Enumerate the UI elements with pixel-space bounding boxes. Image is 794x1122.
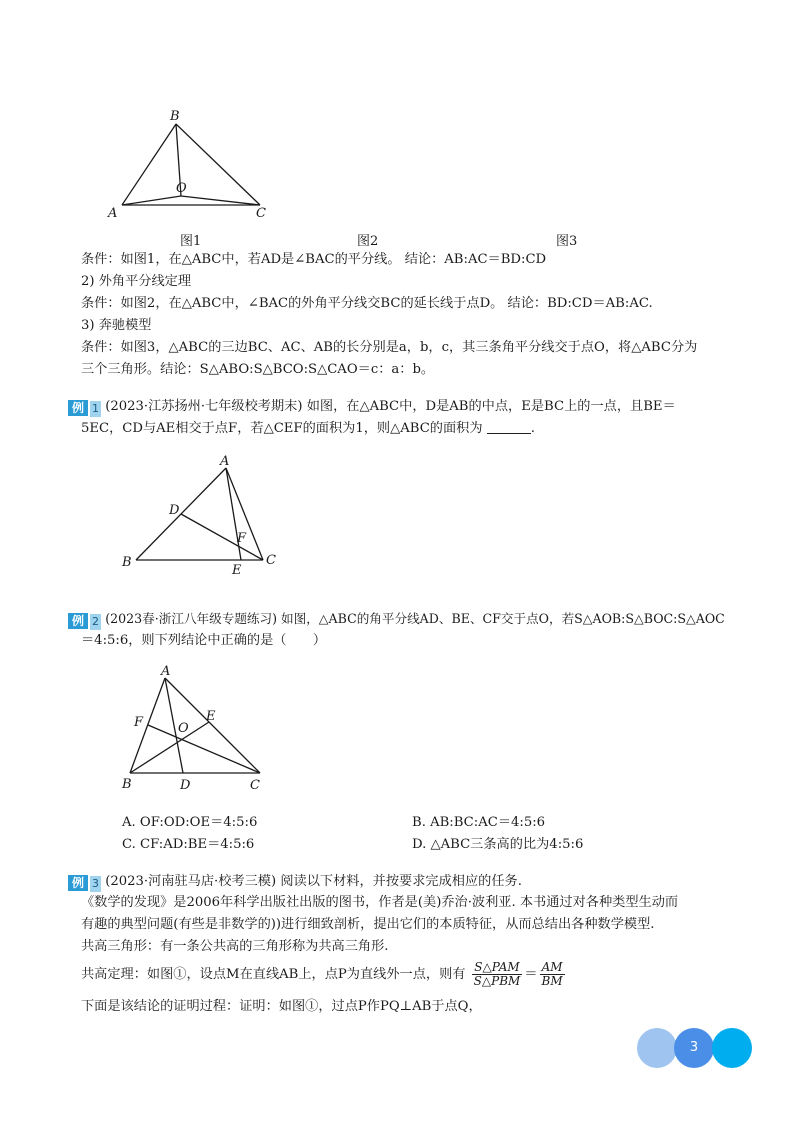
example3-line1 <box>68 873 522 892</box>
label-B: B <box>122 555 132 570</box>
label-A: A <box>220 454 230 469</box>
example1-text1: (2023·江苏扬州·七年级校考期末) 如图，在△ABC中，D是AB的中点，E是BC上的一点，且BE＝ <box>105 399 676 414</box>
text-line-1: 条件：如图1，在△ABC中，若AD是∠BAC的平分线。 结论：AB:AC＝BD:CD <box>81 252 547 267</box>
page-number-badge <box>637 1028 753 1068</box>
text-line-5: 条件：如图3，△ABC的三边BC、AC、AB的长分别是a，b，c，其三条角平分线交于点O，将△ABC分为 <box>81 340 698 355</box>
example2-line1 <box>68 610 725 630</box>
caption-fig1: 图1 <box>180 234 202 249</box>
badge-circle-light <box>637 1028 677 1068</box>
text-line-4: 3) 奔驰模型 <box>81 318 152 333</box>
text-line-3: 条件：如图2，在△ABC中，∠BAC的外角平分线交BC的延长线于点D。 结论：BD:CD＝AB:AC. <box>81 296 653 311</box>
label-D: D <box>169 503 180 518</box>
text-line-6: 三个三角形。结论：S△ABO:S△BCO:S△CAO＝c：a：b。 <box>81 362 435 377</box>
label-D: D <box>180 778 191 793</box>
example3-text1: (2023·河南驻马店·校考三模) 阅读以下材料，并按要求完成相应的任务. <box>105 874 522 889</box>
label-E: E <box>232 563 242 578</box>
option-A[interactable]: A. OF:OD:OE＝4:5:6 <box>122 815 258 830</box>
label-C: C <box>256 206 266 221</box>
example3-line5: 共高定理：如图①，设点M在直线AB上，点P为直线外一点，则有 $\frac{\text{S△PAM}}{\text{S△PBM}}$ ＝ $\frac{AM}{BM}$ <box>81 960 563 988</box>
text-line-2: 2) 外角平分线定理 <box>81 274 192 289</box>
label-B: B <box>170 109 180 124</box>
caption-fig3: 图3 <box>556 234 578 249</box>
label-B: B <box>122 777 132 792</box>
example3-line2: 《数学的发现》是2006年科学出版社出版的图书，作者是(美)乔治·波利亚. 本书通过对各种类型生动而 <box>81 895 679 910</box>
example1-text2: 5EC，CD与AE相交于点F，若△CEF的面积为1，则△ABC的面积为 <box>81 421 483 436</box>
example2-line2: ＝4:5:6，则下列结论中正确的是（ ） <box>81 633 327 648</box>
label-E: E <box>206 709 216 724</box>
label-O: O <box>176 181 187 196</box>
label-C: C <box>250 778 260 793</box>
example-tag: 例 <box>68 400 88 416</box>
answer-blank[interactable] <box>487 421 531 434</box>
example3-line3: 有趣的典型问题(有些是非数学的))进行细致剖析，提出它们的本质特征，从而总结出各种数学模型. <box>81 917 655 932</box>
fraction-area: $\frac{\text{S△PAM}}{\text{S△PBM}}$ <box>473 960 521 988</box>
figure-example1 <box>115 450 295 580</box>
page-number: 3 <box>689 1040 699 1055</box>
example-number: 3 <box>92 877 99 890</box>
figure-angle-bisector <box>100 100 300 225</box>
label-F: F <box>237 531 247 546</box>
figure-example2 <box>115 662 275 794</box>
example1-line2: 5EC，CD与AE相交于点F，若△CEF的面积为1，则△ABC的面积为 . <box>81 421 535 436</box>
example2-text1: (2023春·浙江八年级专题练习) 如图，△ABC的角平分线AD、BE、CF交于点O，若S△AOB:S△BOC:S△AOC <box>105 611 725 626</box>
option-D[interactable]: D. △ABC三条高的比为4:5:6 <box>412 837 584 852</box>
label-O: O <box>178 721 189 736</box>
option-B[interactable]: B. AB:BC:AC＝4:5:6 <box>412 815 546 830</box>
fraction-length: $\frac{AM}{BM}$ <box>541 960 563 988</box>
example-number: 2 <box>92 615 99 628</box>
label-C: C <box>266 553 276 568</box>
badge-circle-cyan <box>712 1028 752 1068</box>
example3-line4: 共高三角形：有一条公共高的三角形称为共高三角形. <box>81 939 389 954</box>
label-F: F <box>134 715 144 730</box>
example-tag: 例 <box>68 875 88 891</box>
example-number: 1 <box>92 402 99 415</box>
caption-fig2: 图2 <box>357 234 379 249</box>
option-C[interactable]: C. CF:AD:BE＝4:5:6 <box>122 837 255 852</box>
example1-line1 <box>68 398 676 417</box>
example-tag: 例 <box>68 613 88 629</box>
label-A: A <box>161 664 171 679</box>
example3-line6: 下面是该结论的证明过程：证明：如图①，过点P作PQ⊥AB于点Q， <box>81 999 482 1014</box>
label-A: A <box>108 206 118 221</box>
